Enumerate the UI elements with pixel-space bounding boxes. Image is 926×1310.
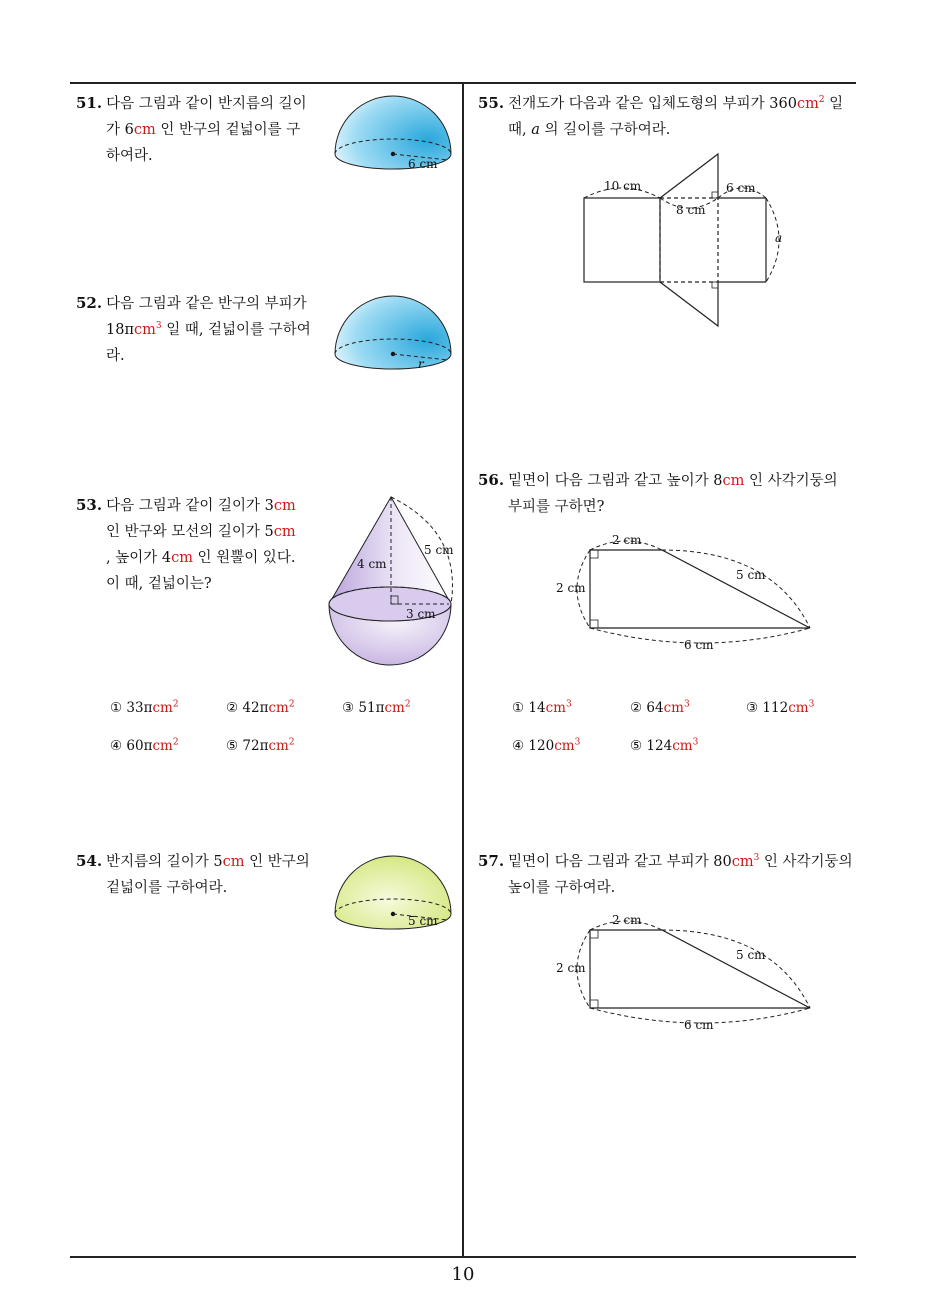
bottom-rule xyxy=(70,1256,856,1258)
radius-label: 6 cm xyxy=(408,157,438,171)
radius-label: 5 cm xyxy=(408,914,438,928)
question-52: 52. 다음 그림과 같은 반구의 부피가 18πcm$^3$ 일 때, 겉넓이를 구하여 라. xyxy=(76,294,311,364)
choice-2[interactable]: ② $64cm^3$ xyxy=(630,699,690,716)
question-54: 54. 반지름의 길이가 5cm 인 반구의 겉넓이를 구하여라. xyxy=(76,852,310,896)
question-number: 55. xyxy=(478,94,505,112)
column-divider xyxy=(462,82,464,1257)
label-bottom: 6 cm xyxy=(684,638,714,652)
hemisphere-figure-52 xyxy=(330,292,456,376)
question-57: 57. 밑면이 다음 그림과 같고 부피가 $80cm^3$ 인 사각기둥의 높이를 구하여라. xyxy=(478,852,853,896)
question-number: 57. xyxy=(478,852,505,870)
question-number: 52. xyxy=(76,294,103,312)
label-top: 2 cm xyxy=(612,533,642,547)
question-51: 51. 다음 그림과 같이 반지름의 길이 가 6cm 인 반구의 겉넓이를 구 하여라. xyxy=(76,94,307,164)
question-number: 53. xyxy=(76,496,103,514)
choice-1[interactable]: ① $14cm^3$ xyxy=(512,699,572,716)
height-label: 4 cm xyxy=(357,557,387,571)
question-number: 51. xyxy=(76,94,103,112)
label-slant: 5 cm xyxy=(736,568,766,582)
cone-hemisphere-figure-53 xyxy=(324,492,460,672)
question-55: 55. 전개도가 다음과 같은 입체도형의 부피가 $360cm^2$ 일 때, a 의 길이를 구하여라. xyxy=(478,94,844,138)
choice-4[interactable]: ④ 60πcm$^2$ xyxy=(110,737,179,754)
question-53: 53. 다음 그림과 같이 길이가 3cm 인 반구와 모선의 길이가 5cm , 높이가 4cm 인 원뿔이 있다. 이 때, 겉넓이는? xyxy=(76,496,296,592)
choice-3[interactable]: ③ 51πcm$^2$ xyxy=(342,699,411,716)
question-number: 56. xyxy=(478,471,505,489)
question-56: 56. 밑면이 다음 그림과 같고 높이가 8cm 인 사각기둥의 부피를 구하면? xyxy=(478,471,838,515)
hemisphere-figure-54 xyxy=(330,852,456,936)
net-figure-55 xyxy=(578,150,792,330)
label-a: a xyxy=(775,231,783,245)
label-left: 2 cm xyxy=(556,961,586,975)
label-8cm: 8 cm xyxy=(676,203,706,217)
trapezoid-figure-56 xyxy=(552,528,814,656)
label-10cm: 10 cm xyxy=(604,179,642,193)
radius-label: 3 cm xyxy=(406,607,436,621)
radius-label: r xyxy=(418,357,424,371)
choice-5[interactable]: ⑤ 72πcm$^2$ xyxy=(226,737,295,754)
label-bottom: 6 cm xyxy=(684,1018,714,1032)
choice-5[interactable]: ⑤ $124cm^3$ xyxy=(630,737,699,754)
choice-3[interactable]: ③ $112cm^3$ xyxy=(746,699,815,716)
choice-2[interactable]: ② 42πcm$^2$ xyxy=(226,699,295,716)
page-number: 10 xyxy=(451,1264,475,1285)
label-slant: 5 cm xyxy=(736,948,766,962)
label-left: 2 cm xyxy=(556,581,586,595)
trapezoid-figure-57 xyxy=(552,908,814,1036)
choices-56 xyxy=(512,700,852,760)
choice-4[interactable]: ④ $120cm^3$ xyxy=(512,737,581,754)
label-6cm: 6 cm xyxy=(726,181,756,195)
choice-1[interactable]: ① 33πcm$^2$ xyxy=(110,699,179,716)
choices-53 xyxy=(110,700,450,760)
question-number: 54. xyxy=(76,852,103,870)
hemisphere-figure-51 xyxy=(330,92,456,176)
slant-label: 5 cm xyxy=(424,543,454,557)
label-top: 2 cm xyxy=(612,913,642,927)
